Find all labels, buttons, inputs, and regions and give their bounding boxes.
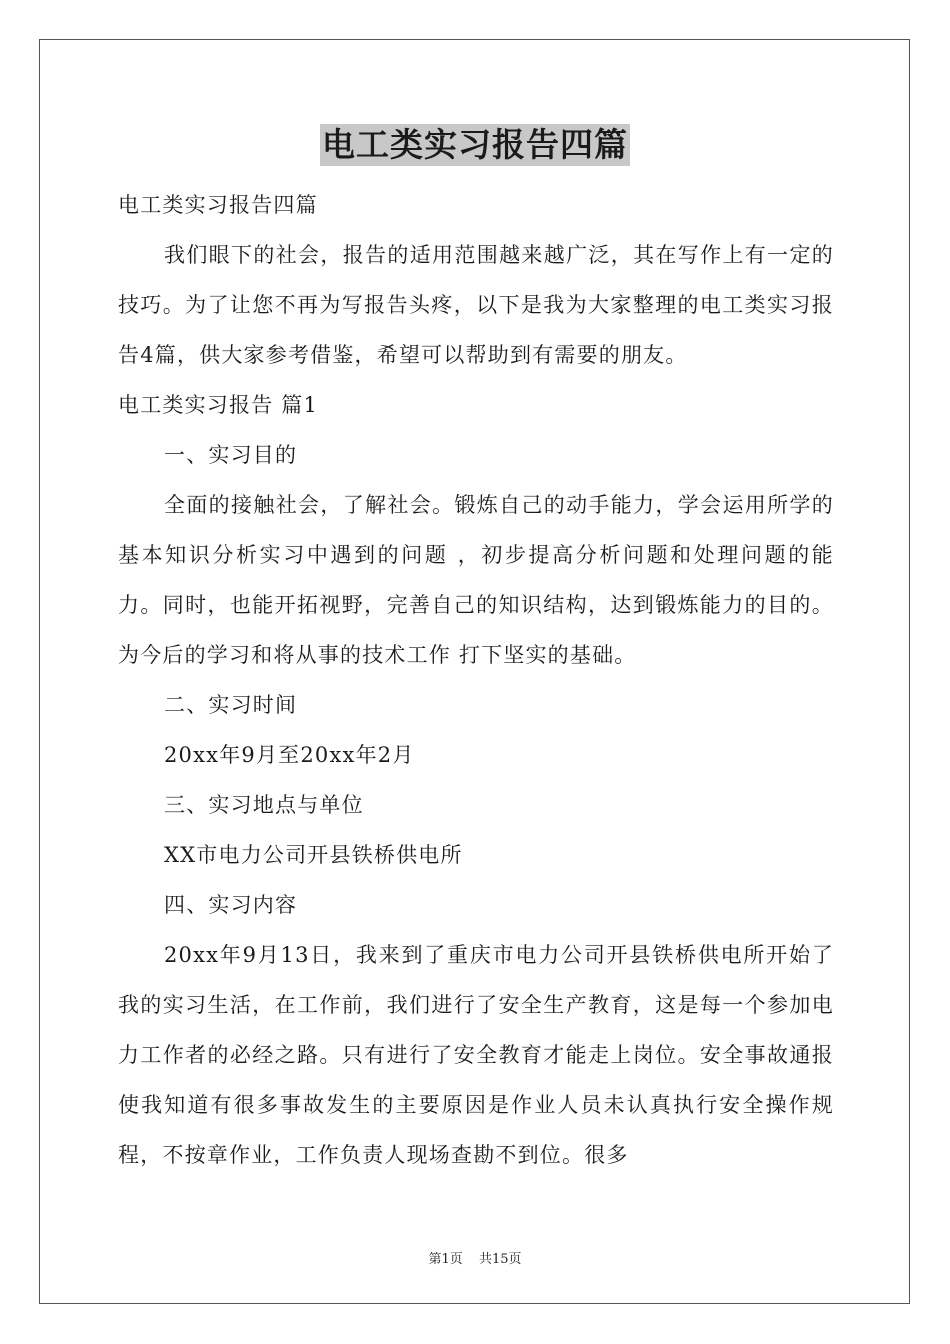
- paragraph: XX市电力公司开县铁桥供电所: [164, 843, 463, 867]
- title-area: [0, 124, 950, 166]
- paragraph: 电工类实习报告四篇: [118, 193, 318, 217]
- document-title: 电工类实习报告四篇: [322, 125, 628, 164]
- subsection-heading: 一、实习目的: [164, 443, 298, 467]
- subsection-heading: 二、实习时间: [164, 693, 298, 717]
- paragraph: 我们眼下的社会，报告的适用范围越来越广泛，其在写作上有一定的技巧。为了让您不再为写报告头疼，以下是我为大家整理的电工类实习报告4篇，供大家参考借鉴，希望可以帮助到有需要的朋友。: [118, 243, 834, 367]
- page-total: 共15页: [478, 1252, 522, 1267]
- page-number: 第1页: [428, 1252, 463, 1267]
- subsection-heading: 三、实习地点与单位: [164, 793, 364, 817]
- paragraph: 20xx年9月至20xx年2月: [164, 743, 415, 767]
- section-heading: 电工类实习报告 篇1: [118, 393, 319, 417]
- document-body: [118, 180, 834, 1180]
- subsection-heading: 四、实习内容: [164, 893, 298, 917]
- page-footer: [0, 1248, 950, 1267]
- paragraph: 全面的接触社会，了解社会。锻炼自己的动手能力，学会运用所学的基本知识分析实习中遇到的问题 ，初步提高分析问题和处理问题的能力。同时，也能开拓视野，完善自己的知识结构，达到锻炼能力的目的。为今后的学习和将从事的技术工作 打下坚实的基础。: [118, 493, 834, 667]
- paragraph: 20xx年9月13日，我来到了重庆市电力公司开县铁桥供电所开始了我的实习生活，在工作前，我们进行了安全生产教育，这是每一个参加电力工作者的必经之路。只有进行了安全教育才能走上岗位。安全事故通报使我知道有很多事故发生的主要原因是作业人员未认真执行安全操作规程，不按章作业，工作负责人现场查勘不到位。很多: [118, 943, 834, 1167]
